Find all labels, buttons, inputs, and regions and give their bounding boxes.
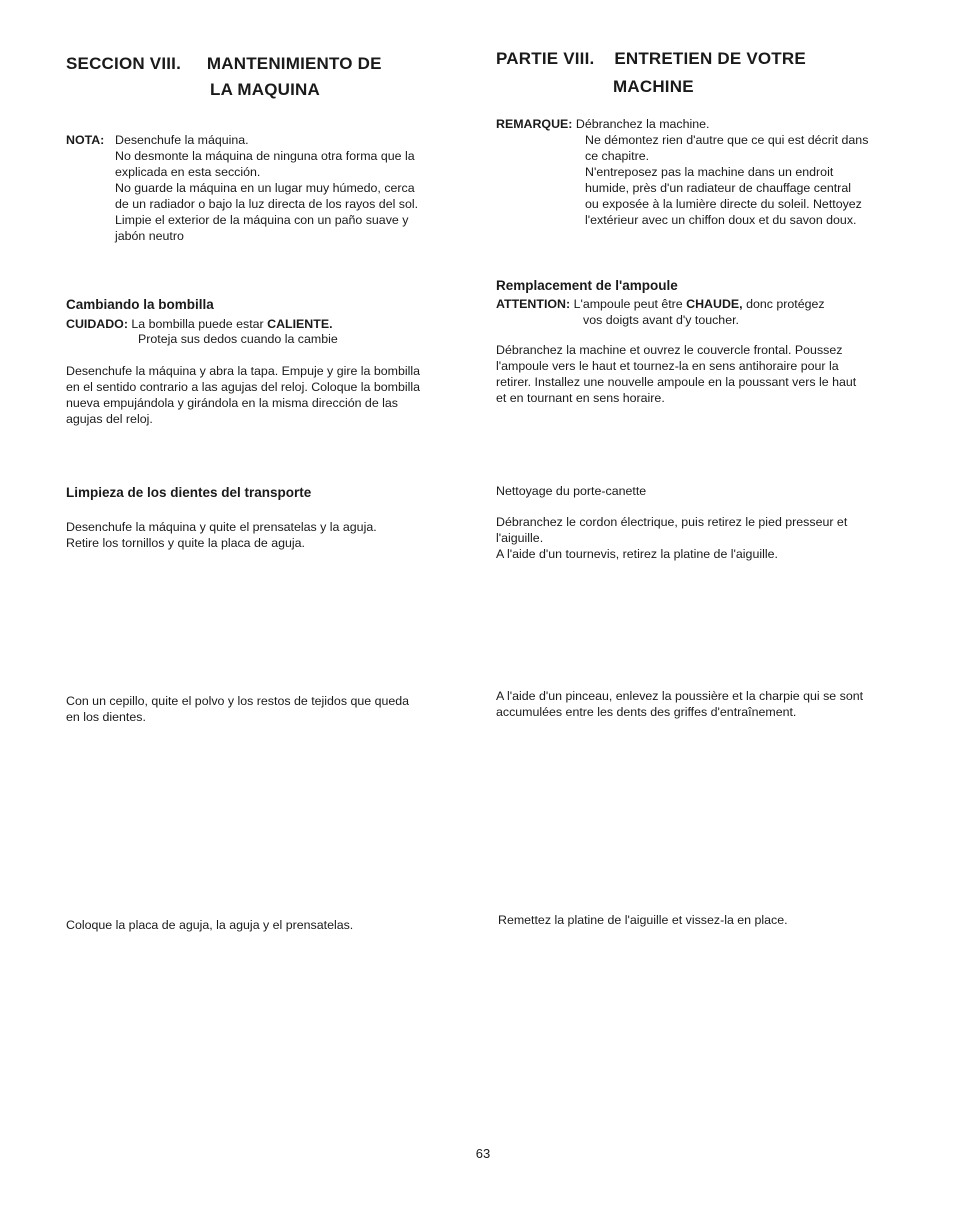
es-caution-line2: Proteja sus dedos cuando la cambie (138, 332, 338, 346)
es-feed-heading: Limpieza de los dientes del transporte (66, 485, 312, 500)
es-note-line: jabón neutro (115, 229, 184, 243)
es-bulb-line: Desenchufe la máquina y abra la tapa. Empuje y gire la bombilla (66, 364, 421, 378)
fr-bulb-line: Débranchez la machine et ouvrez le couvercle frontal. Poussez (496, 343, 843, 357)
es-section-title (66, 53, 382, 75)
es-brush-body (66, 693, 409, 725)
fr-section-number: PARTIE VIII. (496, 49, 595, 68)
es-bulb-heading: Cambiando la bombilla (66, 297, 214, 312)
es-replace-body: Coloque la placa de aguja, la aguja y el prensatelas. (66, 918, 354, 932)
es-caution (66, 316, 333, 332)
fr-bulb-heading: Remplacement de l'ampoule (496, 278, 678, 293)
es-bulb-line: en el sentido contrario a las agujas del reloj. Coloque la bombilla (66, 380, 421, 394)
fr-brush-line: accumulées entre les dents des griffes d'entraînement. (496, 705, 797, 719)
fr-note-first (496, 116, 710, 132)
es-feed-body (66, 519, 377, 551)
fr-feed-heading: Nettoyage du porte-canette (496, 484, 647, 498)
fr-attention (496, 296, 825, 312)
fr-feed-line: A l'aide d'un tournevis, retirez la platine de l'aiguille. (496, 547, 778, 561)
fr-attention-text: L'ampoule peut être (573, 297, 683, 311)
es-note-line: No desmonte la máquina de ninguna otra forma que la (115, 149, 415, 163)
fr-note-line: N'entreposez pas la machine dans un endroit (585, 165, 834, 179)
fr-note-line: Ne démontez rien d'autre que ce qui est décrit dans (585, 133, 869, 147)
fr-bulb-line: l'ampoule vers le haut et tournez-la en sens antihoraire pour la (496, 359, 839, 373)
fr-note-line: l'extérieur avec un chiffon doux et du savon doux. (585, 213, 857, 227)
es-feed-line: Retire los tornillos y quite la placa de aguja. (66, 536, 305, 550)
fr-note-line: Débranchez la machine. (575, 117, 710, 131)
es-caution-text: La bombilla puede estar (131, 317, 264, 331)
fr-note-label: REMARQUE: (496, 117, 573, 131)
fr-section-title (496, 48, 806, 70)
es-note-label: NOTA: (66, 133, 105, 147)
es-note-body (115, 132, 418, 244)
es-note-line: Limpie el exterior de la máquina con un paño suave y (115, 213, 409, 227)
fr-note-body (585, 132, 868, 228)
es-bulb-line: agujas del reloj. (66, 412, 153, 426)
es-note-line: Desenchufe la máquina. (115, 133, 249, 147)
fr-note-line: ce chapitre. (585, 149, 650, 163)
es-section-title-line1: MANTENIMIENTO DE (206, 54, 382, 73)
fr-feed-line: Débranchez le cordon électrique, puis retirez le pied presseur et (496, 515, 848, 529)
fr-feed-line: l'aiguille. (496, 531, 544, 545)
es-brush-line: en los dientes. (66, 710, 146, 724)
fr-section-title-line1: ENTRETIEN DE VOTRE (614, 49, 806, 68)
fr-attention-line2: vos doigts avant d'y toucher. (583, 313, 739, 327)
fr-note-line: humide, près d'un radiateur de chauffage central (585, 181, 851, 195)
es-note-line: explicada en esta sección. (115, 165, 261, 179)
fr-attention-hot: CHAUDE, (686, 297, 743, 311)
page-number: 63 (475, 1146, 491, 1161)
es-feed-line: Desenchufe la máquina y quite el prensatelas y la aguja. (66, 520, 377, 534)
fr-bulb-body (496, 342, 856, 406)
fr-attention-label: ATTENTION: (496, 297, 571, 311)
fr-replace-body: Remettez la platine de l'aiguille et vissez-la en place. (498, 913, 788, 927)
fr-brush-line: A l'aide d'un pinceau, enlevez la poussière et la charpie qui se sont (496, 689, 864, 703)
fr-note-line: ou exposée à la lumière directe du soleil. Nettoyez (585, 197, 862, 211)
fr-brush-body (496, 688, 863, 720)
es-section-number: SECCION VIII. (66, 54, 182, 73)
es-section-title-line2: LA MAQUINA (210, 80, 320, 99)
es-bulb-body (66, 363, 420, 427)
fr-attention-text-end: donc protégez (746, 297, 825, 311)
es-note-line: No guarde la máquina en un lugar muy húmedo, cerca (115, 181, 415, 195)
fr-section-title-line2: MACHINE (613, 77, 694, 96)
es-bulb-line: nueva empujándola y girándola en la misma dirección de las (66, 396, 398, 410)
es-brush-line: Con un cepillo, quite el polvo y los restos de tejidos que queda (66, 694, 410, 708)
fr-bulb-line: retirer. Installez une nouvelle ampoule en la poussant vers le haut (496, 375, 857, 389)
es-caution-label: CUIDADO: (66, 317, 128, 331)
es-note-line: de un radiador o bajo la luz directa de los rayos del sol. (115, 197, 419, 211)
es-caution-hot: CALIENTE. (267, 317, 333, 331)
fr-feed-body (496, 514, 847, 562)
fr-bulb-line: et en tournant en sens horaire. (496, 391, 665, 405)
